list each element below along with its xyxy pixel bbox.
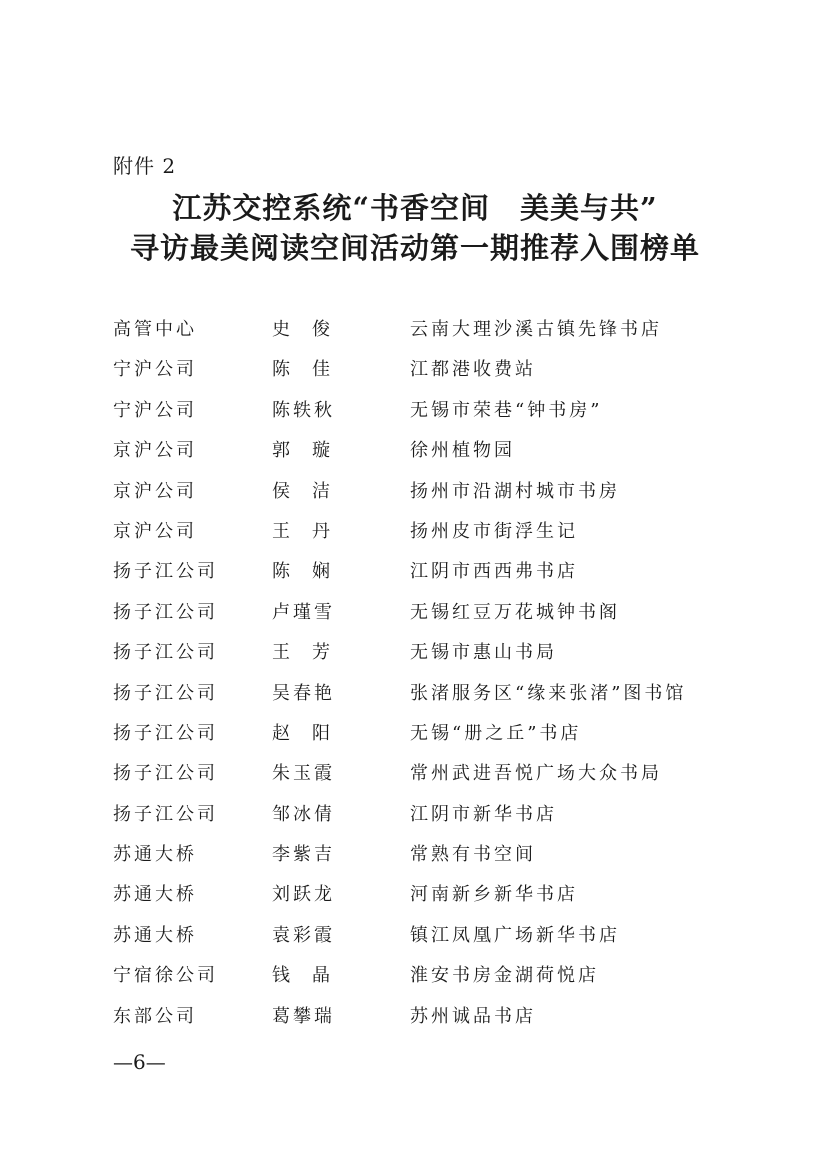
- list-item: [0, 512, 830, 552]
- reading-space-name: 江阴市西西弗书店: [410, 561, 578, 583]
- person-name: 陈轶秋: [272, 399, 335, 421]
- person-name: 陈娴: [272, 561, 352, 583]
- reading-space-name: 无锡“册之丘”书店: [410, 722, 582, 744]
- person-name: 葛攀瑞: [272, 1005, 335, 1027]
- reading-space-name: 淮安书房金湖荷悦店: [410, 965, 599, 987]
- person-name: 邹冰倩: [272, 803, 335, 825]
- list-item: [0, 310, 830, 350]
- person-name: 李紫吉: [272, 844, 335, 866]
- list-item: [0, 714, 830, 754]
- list-item: [0, 552, 830, 592]
- reading-space-name: 云南大理沙溪古镇先锋书店: [410, 319, 662, 340]
- person-name: 钱晶: [272, 965, 352, 987]
- unit-name: 苏通大桥: [113, 884, 197, 906]
- reading-space-name: 江都港收费站: [410, 359, 536, 381]
- list-item: [0, 795, 830, 835]
- person-name: 王芳: [272, 642, 352, 664]
- reading-space-name: 扬州市沿湖村城市书房: [410, 480, 620, 502]
- unit-name: 扬子江公司: [113, 722, 218, 744]
- unit-name: 扬子江公司: [113, 601, 218, 623]
- reading-space-name: 扬州皮市街浮生记: [410, 520, 578, 542]
- reading-space-name: 江阴市新华书店: [410, 803, 557, 825]
- list-item: [0, 593, 830, 633]
- reading-space-name: 徐州植物园: [410, 440, 515, 462]
- list-item: [0, 956, 830, 996]
- person-name: 郭璇: [272, 440, 352, 462]
- list-item: [0, 674, 830, 714]
- unit-name: 扬子江公司: [113, 682, 218, 704]
- person-name: 卢瑾雪: [272, 601, 335, 623]
- list-item: [0, 997, 830, 1037]
- list-item: [0, 431, 830, 471]
- person-name: 王丹: [272, 520, 352, 542]
- reading-space-name: 镇江凤凰广场新华书店: [410, 924, 620, 946]
- document-title-line-1: 江苏交控系统“书香空间 美美与共”: [172, 191, 658, 225]
- reading-space-name: 河南新乡新华书店: [410, 884, 578, 906]
- page-number: —6—: [113, 1050, 166, 1074]
- unit-name: 东部公司: [113, 1005, 197, 1027]
- list-item: [0, 391, 830, 431]
- list-item: [0, 754, 830, 794]
- person-name: 刘跃龙: [272, 884, 335, 906]
- list-item: [0, 875, 830, 915]
- unit-name: 扬子江公司: [113, 803, 218, 825]
- person-name: 陈佳: [272, 359, 352, 381]
- reading-space-name: 无锡市惠山书局: [410, 642, 557, 664]
- unit-name: 扬子江公司: [113, 642, 218, 664]
- unit-name: 宁沪公司: [113, 399, 197, 421]
- person-name: 朱玉霞: [272, 763, 335, 785]
- unit-name: 扬子江公司: [113, 763, 218, 785]
- list-item: [0, 633, 830, 673]
- list-item: [0, 916, 830, 956]
- unit-name: 宁宿徐公司: [113, 965, 218, 987]
- unit-name: 京沪公司: [113, 440, 197, 462]
- person-name: 袁彩霞: [272, 924, 335, 946]
- reading-space-name: 常州武进吾悦广场大众书局: [410, 763, 662, 785]
- document-title-line-2: 寻访最美阅读空间活动第一期推荐入围榜单: [129, 231, 700, 265]
- person-name: 侯洁: [272, 480, 352, 502]
- list-item: [0, 472, 830, 512]
- unit-name: 苏通大桥: [113, 844, 197, 866]
- person-name: 赵阳: [272, 722, 352, 744]
- attachment-label: 附件 2: [113, 154, 177, 178]
- unit-name: 苏通大桥: [113, 924, 197, 946]
- reading-space-name: 常熟有书空间: [410, 844, 536, 866]
- nominee-list: [0, 310, 830, 1037]
- list-item: [0, 835, 830, 875]
- unit-name: 高管中心: [113, 319, 197, 340]
- reading-space-name: 苏州诚品书店: [410, 1005, 536, 1027]
- reading-space-name: 无锡市荣巷“钟书房”: [410, 399, 603, 421]
- person-name: 史俊: [272, 319, 352, 340]
- unit-name: 扬子江公司: [113, 561, 218, 583]
- list-item: [0, 350, 830, 390]
- unit-name: 宁沪公司: [113, 359, 197, 381]
- unit-name: 京沪公司: [113, 480, 197, 502]
- reading-space-name: 张渚服务区“缘来张渚”图书馆: [410, 682, 687, 704]
- person-name: 吴春艳: [272, 682, 335, 704]
- reading-space-name: 无锡红豆万花城钟书阁: [410, 601, 620, 623]
- unit-name: 京沪公司: [113, 520, 197, 542]
